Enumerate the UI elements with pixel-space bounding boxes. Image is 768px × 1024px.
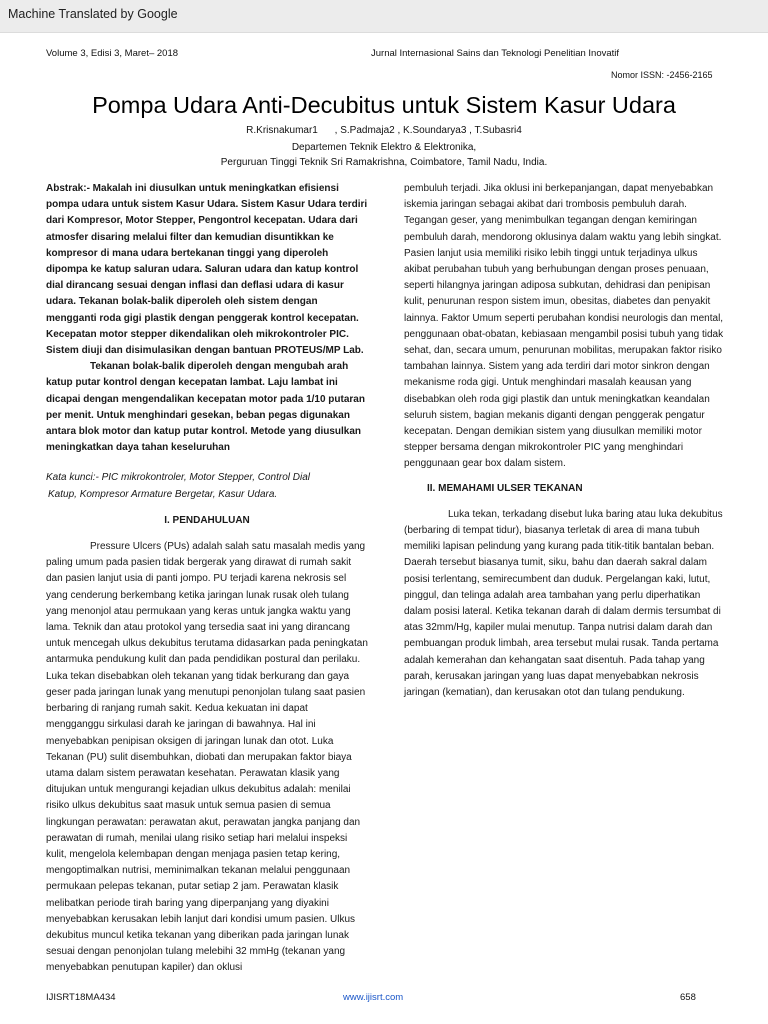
section-heading-pressure-ulcer: II. MEMAHAMI ULSER TEKANAN xyxy=(427,482,583,494)
first-author: R.Krisnakumar1 xyxy=(246,125,318,136)
translation-banner xyxy=(0,0,768,33)
author-list xyxy=(0,125,768,136)
paper-title: Pompa Udara Anti-Decubitus untuk Sistem Kasur Udara xyxy=(92,92,676,118)
right-column xyxy=(404,181,726,701)
section-heading-introduction: I. PENDAHULUAN xyxy=(164,514,250,526)
institution: Perguruan Tinggi Teknik Sri Ramakrishna, Coimbatore, Tamil Nadu, India. xyxy=(220,157,548,168)
journal-website-link[interactable]: www.ijisrt.com xyxy=(343,992,404,1003)
page-number: 658 xyxy=(680,992,696,1003)
paper-code: IJISRT18MA434 xyxy=(46,992,116,1003)
keywords-line-2: Katup, Kompresor Armature Bergetar, Kasur Udara. xyxy=(48,488,278,500)
pressure-ulcer-text: Luka tekan, terkadang disebut luka baring atau luka dekubitus (berbaring di tempat tidur), biasanya terletak di area di mana tubuh memiliki lapisan pelindung yang kurang pada titik-titik bantalan beban. Daerah tersebut biasanya tumit, siku, bahu dan daerah sakral dalam posisi terlentang, semirecumbent dan duduk. Pergelangan kaki, lutut, pinggul, dan telinga adalah area tambahan yang perlu diperhatikan dalam posisi lateral. Ketika tekanan darah di dalam dermis tersumbat di atas 32mm/Hg, kapiler mulai menutup. Tanpa nutrisi dalam darah dan pembuangan produk limbah, area tersebut mulai rusak. Tanda pertama adalah kemerahan dan kehangatan saat disentuh. Pada tahap yang parah, kerusakan jaringan yang luas dapat menyebabkan nekrosis jaringan (kematian), dan kerusakan otot dan tulang pendukung. xyxy=(404,508,723,699)
volume-info: Volume 3, Edisi 3, Maret– 2018 xyxy=(46,48,179,59)
left-column xyxy=(46,181,368,977)
department: Departemen Teknik Elektro & Elektronika, xyxy=(291,142,477,153)
journal-name: Jurnal Internasional Sains dan Teknologi Penelitian Inovatif xyxy=(371,48,620,59)
issn-number: Nomor ISSN: -2456-2165 xyxy=(611,70,713,80)
keywords-line-1: Kata kunci:- PIC mikrokontroler, Motor Stepper, Control Dial xyxy=(46,472,310,484)
introduction-text: Pressure Ulcers (PUs) adalah salah satu masalah medis yang paling umum pada pasien tidak bergerak yang dirawat di rumah sakit dan pasien lanjut usia di panti jompo. PU terjadi karena nekrosis sel yang cenderung berkembang ketika jaringan lunak rusak oleh tulang yang menonjol atau permukaan yang keras untuk jangka waktu yang lama. Teknik dan atau protokol yang tersedia saat ini yang dirancang untuk mencegah ulkus dekubitus terutama didasarkan pada peningkatan antarmuka pendukung kulit dan pada pendidikan postural dan perilaku. Luka tekan disebabkan oleh tekanan yang tidak berkurang dan gaya geser pada jaringan lunak yang menutupi penonjolan tulang saat pasien berbaring di ranjang rumah sakit. Kedua kekuatan ini dapat mengganggu sirkulasi darah ke jaringan di bawahnya. Hal ini menyebabkan penipisan oksigen di jaringan lunak dan otot. Luka Tekanan (PU) sulit disembuhkan, diobati dan merupakan faktor biaya utama dalam sistem perawatan kesehatan. Perawatan klasik yang ditujukan untuk mengurangi kejadian ulkus dekubitus adalah: menilai risiko ulkus dekubitus saat masuk untuk semua pasien di semua lingkungan perawatan: perawatan akut, perawatan jangka panjang dan perawatan di rumah, menilai ulang risiko setiap hari melalui inspeksi kulit, mengelola kelembapan dengan menjaga pasien tetap kering, mengoptimalkan nutrisi, meminimalkan tekanan melalui penggunaan permukaan pelepas tekanan, putar setiap 2 jam. Perawatan klasik melibatkan periode tirah baring yang diperpanjang yang diyakini menyebabkan kerusakan lebih lanjut dari kondisi umum pasien. Ulkus dekubitus muncul ketika tekanan yang diberikan pada jaringan lunak sesuai dengan penonjolan tulang melebihi 32 mmHg (tekanan yang menyebabkan penutupan kapiler) dan oklusi xyxy=(46,541,368,974)
abstract-paragraph: Abstrak:- Makalah ini diusulkan untuk meningkatkan efisiensi pompa udara untuk sistem Kasur Udara. Sistem Kasur Udara terdiri dari Kompresor, Motor Stepper, Pengontrol kecepatan. Udara dari atmosfer disaring melalui filter dan kemudian disuntikkan ke kompresor di mana udara bertekanan tinggi yang diperoleh dipompa ke katup saluran udara. Saluran udara dan katup kontrol dial dirancang sesuai dengan inflasi dan deflasi udara di kasur udara. Tekanan bolak-balik diperoleh oleh sistem dengan mengganti roda gigi plastik dengan penggerak kontrol kecepatan. Kecepatan motor stepper dikendalikan oleh mikrokontroler PIC. Sistem diuji dan disimulasikan dengan bantuan PROTEUS/MP Lab. xyxy=(46,183,368,357)
machine-translated-label: Machine Translated by Google xyxy=(8,7,178,21)
other-authors: , S.Padmaja2 , K.Soundarya3 , T.Subasri4 xyxy=(334,125,522,136)
abstract-paragraph-2: Tekanan bolak-balik diperoleh dengan mengubah arah katup putar kontrol dengan kecepatan lambat. Laju lambat ini dicapai dengan mengendalikan kecepatan motor pada 1/10 putaran per menit. Untuk menghindari gesekan, beban pegas digunakan antara blok motor dan katup putar kontrol. Metode yang diusulkan meningkatkan daya tahan keseluruhan xyxy=(46,361,365,454)
continuation-text: pembuluh terjadi. Jika oklusi ini berkepanjangan, dapat menyebabkan iskemia jaringan sebagai akibat dari trombosis pembuluh darah. Tegangan geser, yang menimbulkan tegangan dengan kemiringan pembuluh darah, mendorong oklusinya dalam waktu yang lebih singkat. Pasien lanjut usia memiliki risiko lebih tinggi untuk terjadinya ulkus akibat perubahan tubuh yang berhubungan dengan proses penuaan, seperti hilangnya jaringan adiposa subkutan, dehidrasi dan penipisan kulit, penurunan respon sistem imun, obesitas, diabetes dan penyakit lainnya. Faktor Umum seperti perubahan kondisi neurologis dan mental, penggunaan obat-obatan, kebiasaan mengambil posisi tubuh yang tidak sehat, dan, secara umum, penurunan mobilitas, merupakan faktor risiko tambahan lainnya. Sistem yang ada terdiri dari motor sinkron dengan mekanisme roda gigi. Untuk menghindari masalah keausan yang disebabkan oleh roda gigi plastik dan untuk meningkatkan keandalan seluruh sistem, bagian mekanis diganti dengan penggerak pengatur kecepatan. Dengan demikian sistem yang diusulkan memiliki motor stepper bersama dengan mikrokontroler PIC yang menghindari penggunaan gear box dalam sistem. xyxy=(404,183,724,470)
